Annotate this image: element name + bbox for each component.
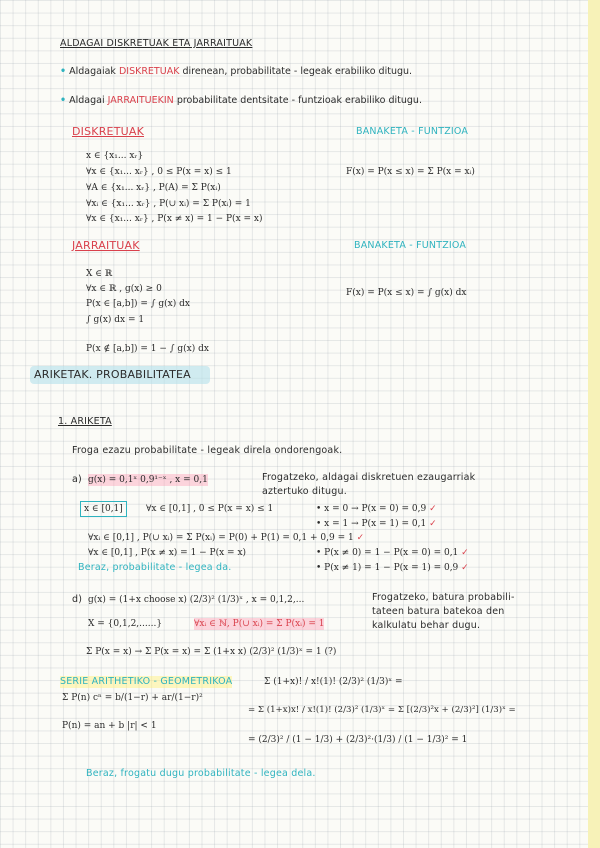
- page-heading: ALDAGAI DISKRETUAK ETA JARRAITUAK: [60, 38, 253, 49]
- part-d-note-2: tateen batura batekoa den: [372, 606, 505, 617]
- check-icon: ✓: [356, 533, 365, 543]
- case-4-text: • P(x ≠ 1) = 1 − P(x = 1) = 0,9: [316, 563, 459, 573]
- part-a-complement-line: ∀x ∈ [0,1] , P(x ≠ x) = 1 − P(x = x): [88, 548, 247, 558]
- bullet-2: [60, 95, 422, 107]
- part-a-union-line: [88, 532, 364, 544]
- part-a-case-3: [316, 547, 469, 559]
- serie-formula: Σ P(n) cⁿ = b/(1−r) + ar/(1−r)²: [62, 693, 203, 703]
- part-d-step-1: Σ (1+x)! / x!(1)! (2/3)² (1/3)ˣ =: [264, 677, 403, 687]
- part-a-case-4: [316, 562, 469, 574]
- bullet-1: [60, 66, 412, 78]
- jarraituak-heading: JARRAITUAK: [72, 239, 140, 252]
- bullet1-text-c: direnean, probabilitate - legeak erabiliko ditugu.: [182, 66, 413, 77]
- check-icon: ✓: [461, 548, 469, 558]
- part-d-conclusion: Beraz, frogatu dugu probabilitate - legea dela.: [86, 768, 316, 779]
- check-icon: ✓: [461, 563, 469, 573]
- exercise-intro: Froga ezazu probabilitate - legeak direla ondorengoak.: [72, 445, 343, 456]
- serie-pn: P(n) = an + b |r| < 1: [62, 721, 157, 731]
- bullet1-keyword: DISKRETUAK: [118, 66, 180, 77]
- check-icon: ✓: [429, 504, 437, 514]
- case-1-text: • x = 0 → P(x = 0) = 0,9: [316, 504, 427, 514]
- union-line-text: ∀xᵢ ∈ [0,1] , P(∪ xᵢ) = Σ P(xᵢ) = P(0) + P(1) = 0,1 + 0,9 = 1: [88, 533, 354, 543]
- banaketa-heading-1: BANAKETA - FUNTZIOA: [356, 126, 469, 137]
- part-d-label: d): [72, 594, 83, 605]
- diskretu-line-1: x ∈ {x₁... xᵣ}: [86, 151, 144, 161]
- check-icon: ✓: [429, 519, 437, 529]
- case-2-text: • x = 1 → P(x = 1) = 0,1: [316, 519, 427, 529]
- part-d-condition: ∀xᵢ ∈ ℕ, P(∪ xᵢ) = Σ P(xᵢ) = 1: [194, 619, 325, 629]
- part-a-conclusion: Beraz, probabilitate - legea da.: [78, 562, 232, 573]
- jarraitu-line-4: ∫ g(x) dx = 1: [86, 315, 145, 325]
- part-d-sum-line: Σ P(x = x) → Σ P(x = x) = Σ (1+x x) (2/3)² (1/3)ˣ = 1 (?): [86, 647, 337, 657]
- banaketa-formula-2: F(x) = P(x ≤ x) = ∫ g(x) dx: [346, 288, 467, 298]
- part-d-step-3: = (2/3)² / (1 − 1/3) + (2/3)²·(1/3) / (1 − 1/3)² = 1: [248, 735, 468, 745]
- part-a-condition: ∀x ∈ [0,1] , 0 ≤ P(x = x) ≤ 1: [146, 504, 274, 514]
- case-3-text: • P(x ≠ 0) = 1 − P(x = 0) = 0,1: [316, 548, 459, 558]
- jarraitu-line-1: X ∈ ℝ: [86, 269, 113, 279]
- part-d-set: X = {0,1,2,......}: [88, 619, 163, 629]
- jarraitu-line-3: P(x ∈ [a,b]) = ∫ g(x) dx: [86, 299, 190, 309]
- part-a-domain-box: x ∈ [0,1]: [80, 501, 127, 517]
- bullet-dot-icon: •: [60, 66, 67, 77]
- diskretu-line-4: ∀xᵢ ∈ {x₁... xᵣ} , P(∪ xᵢ) = Σ P(xᵢ) = 1: [86, 199, 251, 209]
- ariketak-title: ARIKETAK. PROBABILITATEA: [34, 368, 191, 381]
- serie-title: SERIE ARITHETIKO - GEOMETRIKOA: [60, 676, 233, 687]
- bullet2-keyword: JARRAITUEKIN: [107, 95, 174, 106]
- bullet1-text-a: Aldagaiak: [69, 66, 116, 77]
- jarraitu-line-2: ∀x ∈ ℝ , g(x) ≥ 0: [86, 284, 162, 294]
- part-d-function: g(x) = (1+x choose x) (2/3)² (1/3)ˣ , x = 0,1,2,...: [88, 595, 305, 605]
- diskretuak-heading: DISKRETUAK: [72, 125, 145, 138]
- diskretu-line-2: ∀x ∈ {x₁... xᵣ} , 0 ≤ P(x = x) ≤ 1: [86, 167, 232, 177]
- banaketa-formula-1: F(x) = P(x ≤ x) = Σ P(x = xᵢ): [346, 167, 475, 177]
- part-a-case-2: [316, 518, 437, 530]
- part-a-label: a): [72, 474, 82, 485]
- diskretu-line-5: ∀x ∈ {x₁... xᵣ} , P(x ≠ x) = 1 − P(x = x): [86, 214, 263, 224]
- part-a-note-2: aztertuko ditugu.: [262, 486, 347, 497]
- part-a-case-1: [316, 503, 437, 515]
- part-a-function: g(x) = 0,1ˣ 0,9¹⁻ˣ , x = 0,1: [88, 475, 208, 485]
- bullet2-text-c: probabilitate dentsitate - funtzioak erabiliko ditugu.: [176, 95, 422, 106]
- part-d-note-3: kalkulatu behar dugu.: [372, 620, 481, 631]
- jarraitu-line-5: P(x ∉ [a,b]) = 1 − ∫ g(x) dx: [86, 344, 209, 354]
- part-d-note-1: Frogatzeko, batura probabili-: [372, 592, 515, 603]
- part-d-step-2: = Σ (1+x)x! / x!(1)! (2/3)² (1/3)ˣ = Σ [(2/3)²x + (2/3)²] (1/3)ˣ =: [248, 705, 516, 715]
- part-a-note-1: Frogatzeko, aldagai diskretuen ezaugarriak: [262, 472, 476, 483]
- banaketa-heading-2: BANAKETA - FUNTZIOA: [354, 240, 467, 251]
- bullet-dot-icon: •: [60, 95, 67, 106]
- diskretu-line-3: ∀A ∈ {x₁... xᵣ} , P(A) = Σ P(xᵢ): [86, 183, 221, 193]
- ariketa-1-title: 1. ARIKETA: [58, 416, 112, 427]
- bullet2-text-a: Aldagai: [69, 95, 105, 106]
